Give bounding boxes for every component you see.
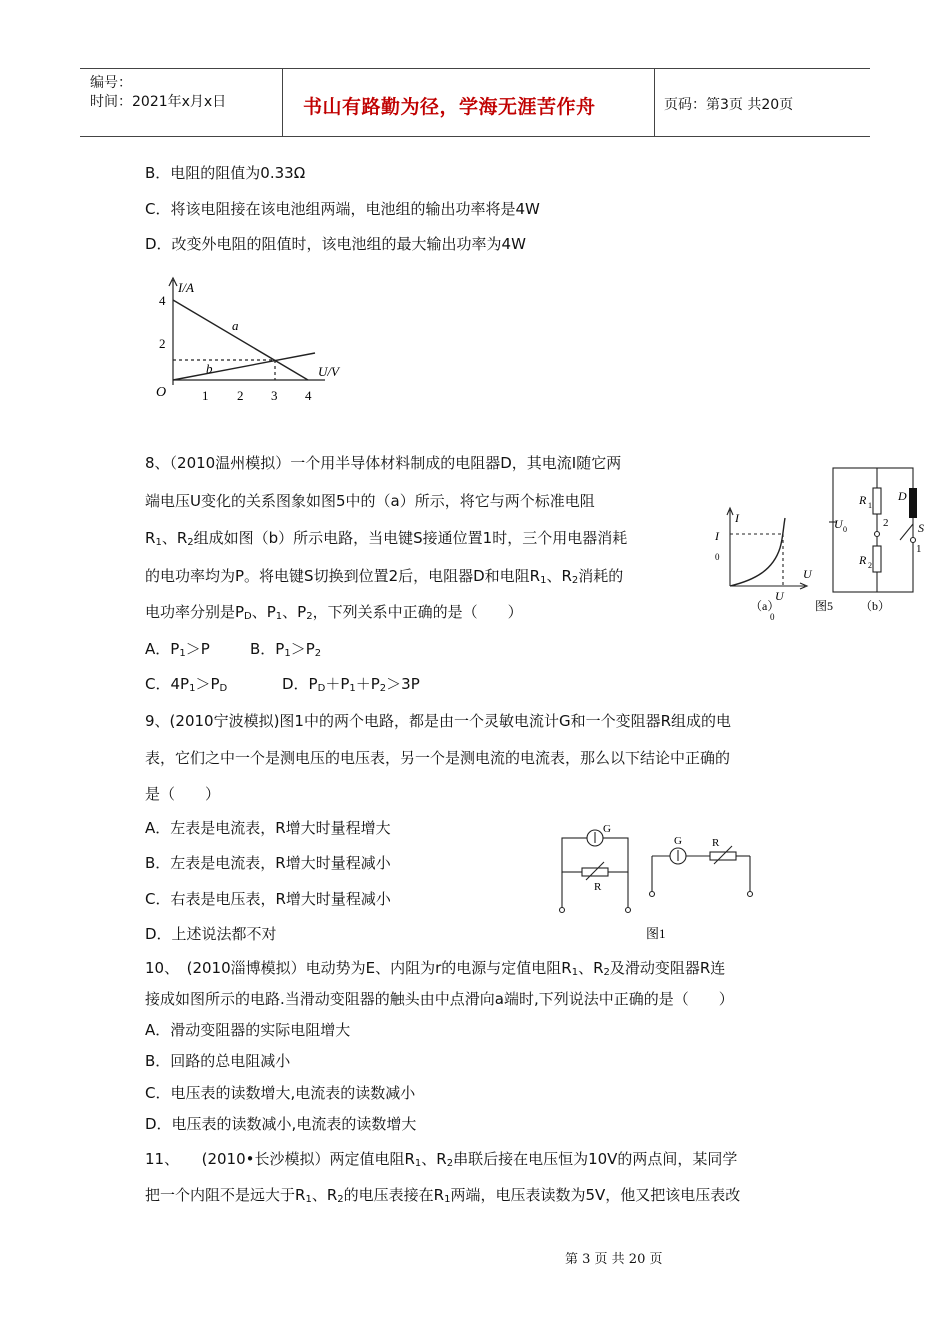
- line-a-label: a: [232, 318, 239, 333]
- q10-option-a: A．滑动变阻器的实际电阻增大: [145, 1021, 351, 1039]
- q10-option-c: C．电压表的读数增大,电流表的读数减小: [145, 1084, 416, 1102]
- fig-b-s-label: S: [918, 521, 924, 535]
- fig-b-r1-label: R: [859, 493, 867, 507]
- fig-a-i0-sub: 0: [715, 552, 720, 562]
- header-time: 时间：2021年x月x日: [90, 94, 227, 110]
- q9-option-a: A．左表是电流表，R增大时量程增大: [145, 819, 391, 837]
- line-b-label: b: [206, 361, 213, 376]
- fig-a-caption: （a）: [750, 599, 780, 613]
- q8-line-4: 的电功率均为P。将电键S切换到位置2后，电阻器D和电阻$R_1$、$R_2$消耗的: [145, 567, 624, 586]
- q10-option-b: B．回路的总电阻减小: [145, 1052, 291, 1070]
- left-rheostat: [582, 868, 608, 876]
- fig-b-node-1: [911, 538, 916, 543]
- y-tick-2: 2: [159, 336, 166, 351]
- header-bottom-rule: [80, 136, 870, 137]
- fig-b-u0-sub: 0: [843, 525, 847, 534]
- left-r-label: R: [594, 881, 602, 893]
- x-tick-1: 1: [202, 388, 209, 403]
- q9-fig-caption: 图1: [646, 926, 666, 941]
- q8-line-2: 端电压U变化的关系图象如图5中的（a）所示，将它与两个标准电阻: [145, 492, 595, 510]
- fig-a-i-axis: I: [735, 511, 739, 525]
- header-divider-right: [654, 68, 655, 136]
- fig-a-u0-sub: 0: [770, 612, 775, 622]
- y-tick-4: 4: [159, 293, 166, 308]
- q7-option-c: C．将该电阻接在该电池组两端，电池组的输出功率将是4W: [145, 200, 540, 218]
- x-tick-4: 4: [305, 388, 312, 403]
- fig-b-d-label: D: [898, 489, 907, 503]
- header-motto: 书山有路勤为径，学海无涯苦作舟: [303, 96, 596, 118]
- fig-b-caption: （b）: [860, 599, 891, 613]
- fig-b-node-2: [875, 532, 880, 537]
- fig-a-curve: [730, 518, 785, 586]
- fig-b-pos1: 1: [916, 543, 922, 555]
- line-b: [173, 353, 315, 380]
- q9-line-2: 表，它们之中一个是测电压的电压表，另一个是测电流的电流表，那么以下结论中正确的: [145, 749, 731, 767]
- q8-figure-b: [822, 460, 932, 620]
- q8-option-b: B．$P_1>P_2$: [250, 640, 322, 659]
- q9-line-1: 9、(2010宁波模拟)图1中的两个电路，都是由一个灵敏电流计G和一个变阻器R组成的电: [145, 712, 732, 730]
- origin-label: O: [156, 385, 167, 400]
- q9-line-3: 是（ ）: [145, 785, 221, 803]
- left-terminal-2: [626, 908, 631, 913]
- fig5-caption: 图5: [815, 599, 834, 613]
- header-top-rule: [80, 68, 870, 69]
- right-terminal-2: [748, 892, 753, 897]
- line-a: [173, 300, 308, 380]
- fig-b-r1-sub: 1: [868, 501, 872, 510]
- fig-b-r2-label: R: [859, 553, 867, 567]
- right-rheostat: [710, 852, 736, 860]
- header-number: 编号：: [90, 75, 132, 91]
- q8-line-5: 电功率分别是$P_D$、$P_1$、$P_2$，下列关系中正确的是（ ）: [145, 603, 523, 622]
- fig-b-r2: [873, 546, 881, 572]
- q9-figure: [550, 820, 770, 945]
- fig-a-u-axis: U: [803, 567, 812, 581]
- q8-option-d: D．$P_D+P_1+P_2>3P$: [282, 675, 420, 694]
- q7-iu-graph: [150, 270, 360, 410]
- fig-b-r2-sub: 2: [868, 561, 872, 570]
- right-g-label: G: [674, 835, 682, 847]
- fig-b-r1: [873, 488, 881, 514]
- right-r-label: R: [712, 837, 720, 849]
- q10-line-2: 接成如图所示的电路.当滑动变阻器的触头由中点滑向a端时,下列说法中正确的是（ ）: [145, 990, 734, 1008]
- fig-b-switch: [900, 524, 913, 540]
- header-page: 页码：第3页 共20页: [664, 97, 794, 113]
- left-terminal-1: [560, 908, 565, 913]
- q11-line-1: 11、 (2010•长沙模拟）两定值电阻$R_1$、$R_2$串联后接在电压恒为10V的两点间，某同学: [145, 1150, 738, 1169]
- q10-option-d: D．电压表的读数减小,电流表的读数增大: [145, 1115, 417, 1133]
- footer-page-number: 第 3 页 共 20 页: [565, 1252, 663, 1267]
- fig-a-i0: I: [715, 529, 719, 543]
- q9-option-d: D．上述说法都不对: [145, 925, 277, 943]
- q8-line-3: $R_1$、$R_2$组成如图（b）所示电路，当电键S接通位置1时，三个用电器消耗: [145, 529, 628, 548]
- fig-b-u0-label: U: [834, 517, 843, 531]
- fig-a-u0: U: [775, 589, 784, 603]
- x-axis-label: U/V: [318, 364, 339, 379]
- right-terminal-1: [650, 892, 655, 897]
- x-tick-2: 2: [237, 388, 244, 403]
- q9-option-c: C．右表是电压表，R增大时量程减小: [145, 890, 391, 908]
- header-divider-left: [282, 68, 283, 136]
- q8-figure-a: [705, 500, 834, 630]
- left-g-label: G: [603, 823, 611, 835]
- q11-line-2: 把一个内阻不是远大于$R_1$、$R_2$的电压表接在$R_1$两端，电压表读数为5V，他又把该电压表改: [145, 1186, 741, 1205]
- q9-option-b: B．左表是电流表，R增大时量程减小: [145, 854, 391, 872]
- q8-line-1: 8、（2010温州模拟）一个用半导体材料制成的电阻器D，其电流I随它两: [145, 454, 622, 472]
- fig-b-pos2: 2: [883, 517, 889, 529]
- q8-option-a: A．$P_1>P$: [145, 640, 210, 659]
- q10-line-1: 10、 (2010淄博模拟）电动势为E、内阻为r的电源与定值电阻$R_1$、$R_2$及滑动变阻器R连: [145, 959, 726, 978]
- q8-option-c: C．$4P_1>P_D$: [145, 675, 228, 694]
- q7-option-b: B．电阻的阻值为0.33Ω: [145, 164, 306, 182]
- fig-b-d: [909, 488, 917, 518]
- y-axis-label: I/A: [178, 280, 194, 295]
- q7-option-d: D．改变外电阻的阻值时，该电池组的最大输出功率为4W: [145, 235, 526, 253]
- x-tick-3: 3: [271, 388, 278, 403]
